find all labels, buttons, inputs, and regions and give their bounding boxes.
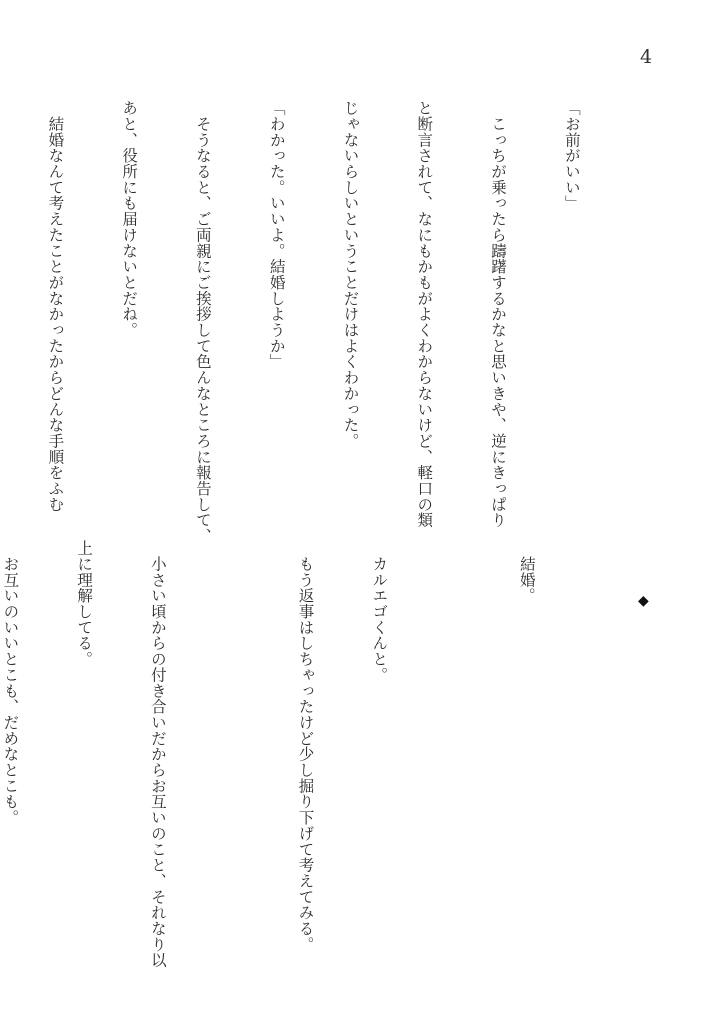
text-line: と断言されて、なにもかもがよくわからないけど、軽口の類: [415, 100, 434, 528]
body-text-upper: [46, 100, 633, 544]
text-line: もう返事はしちゃったけど少し掘り下げて考えてみる。: [296, 540, 315, 953]
text-line: 結婚。: [517, 540, 536, 604]
text-line: [219, 540, 244, 960]
page-number: 4: [640, 46, 653, 68]
text-line: あと、役所にも届けないとだね。: [120, 100, 139, 338]
body-text-lower: [1, 540, 588, 968]
text-line: 結婚なんて考えたことがなかったからどんな手順をふむ: [46, 100, 65, 513]
text-line: 上に理解してる。: [75, 540, 94, 667]
text-line: 小さい頃からの付き合いだからお互いのこと、それなり以: [148, 540, 167, 968]
text-line: [440, 540, 465, 960]
text-line: 「お前がいい」: [562, 100, 581, 211]
text-line: こっちが乗ったら躊躇するかなと思いきや、逆にきっぱり: [489, 100, 508, 528]
text-line: そうなると、ご両親にご挨拶して色んなところに報告して、: [193, 100, 212, 544]
section-separator-diamond: ◆: [638, 593, 649, 609]
text-line: じゃないらしいということだけはよくわかった。: [341, 100, 360, 449]
text-line: 「わかった。いいよ。結婚しようか」: [267, 100, 286, 370]
text-line: カルエゴくんと。: [370, 540, 389, 683]
text-line: お互いのいいとこも、だめなとこも。: [1, 540, 20, 826]
